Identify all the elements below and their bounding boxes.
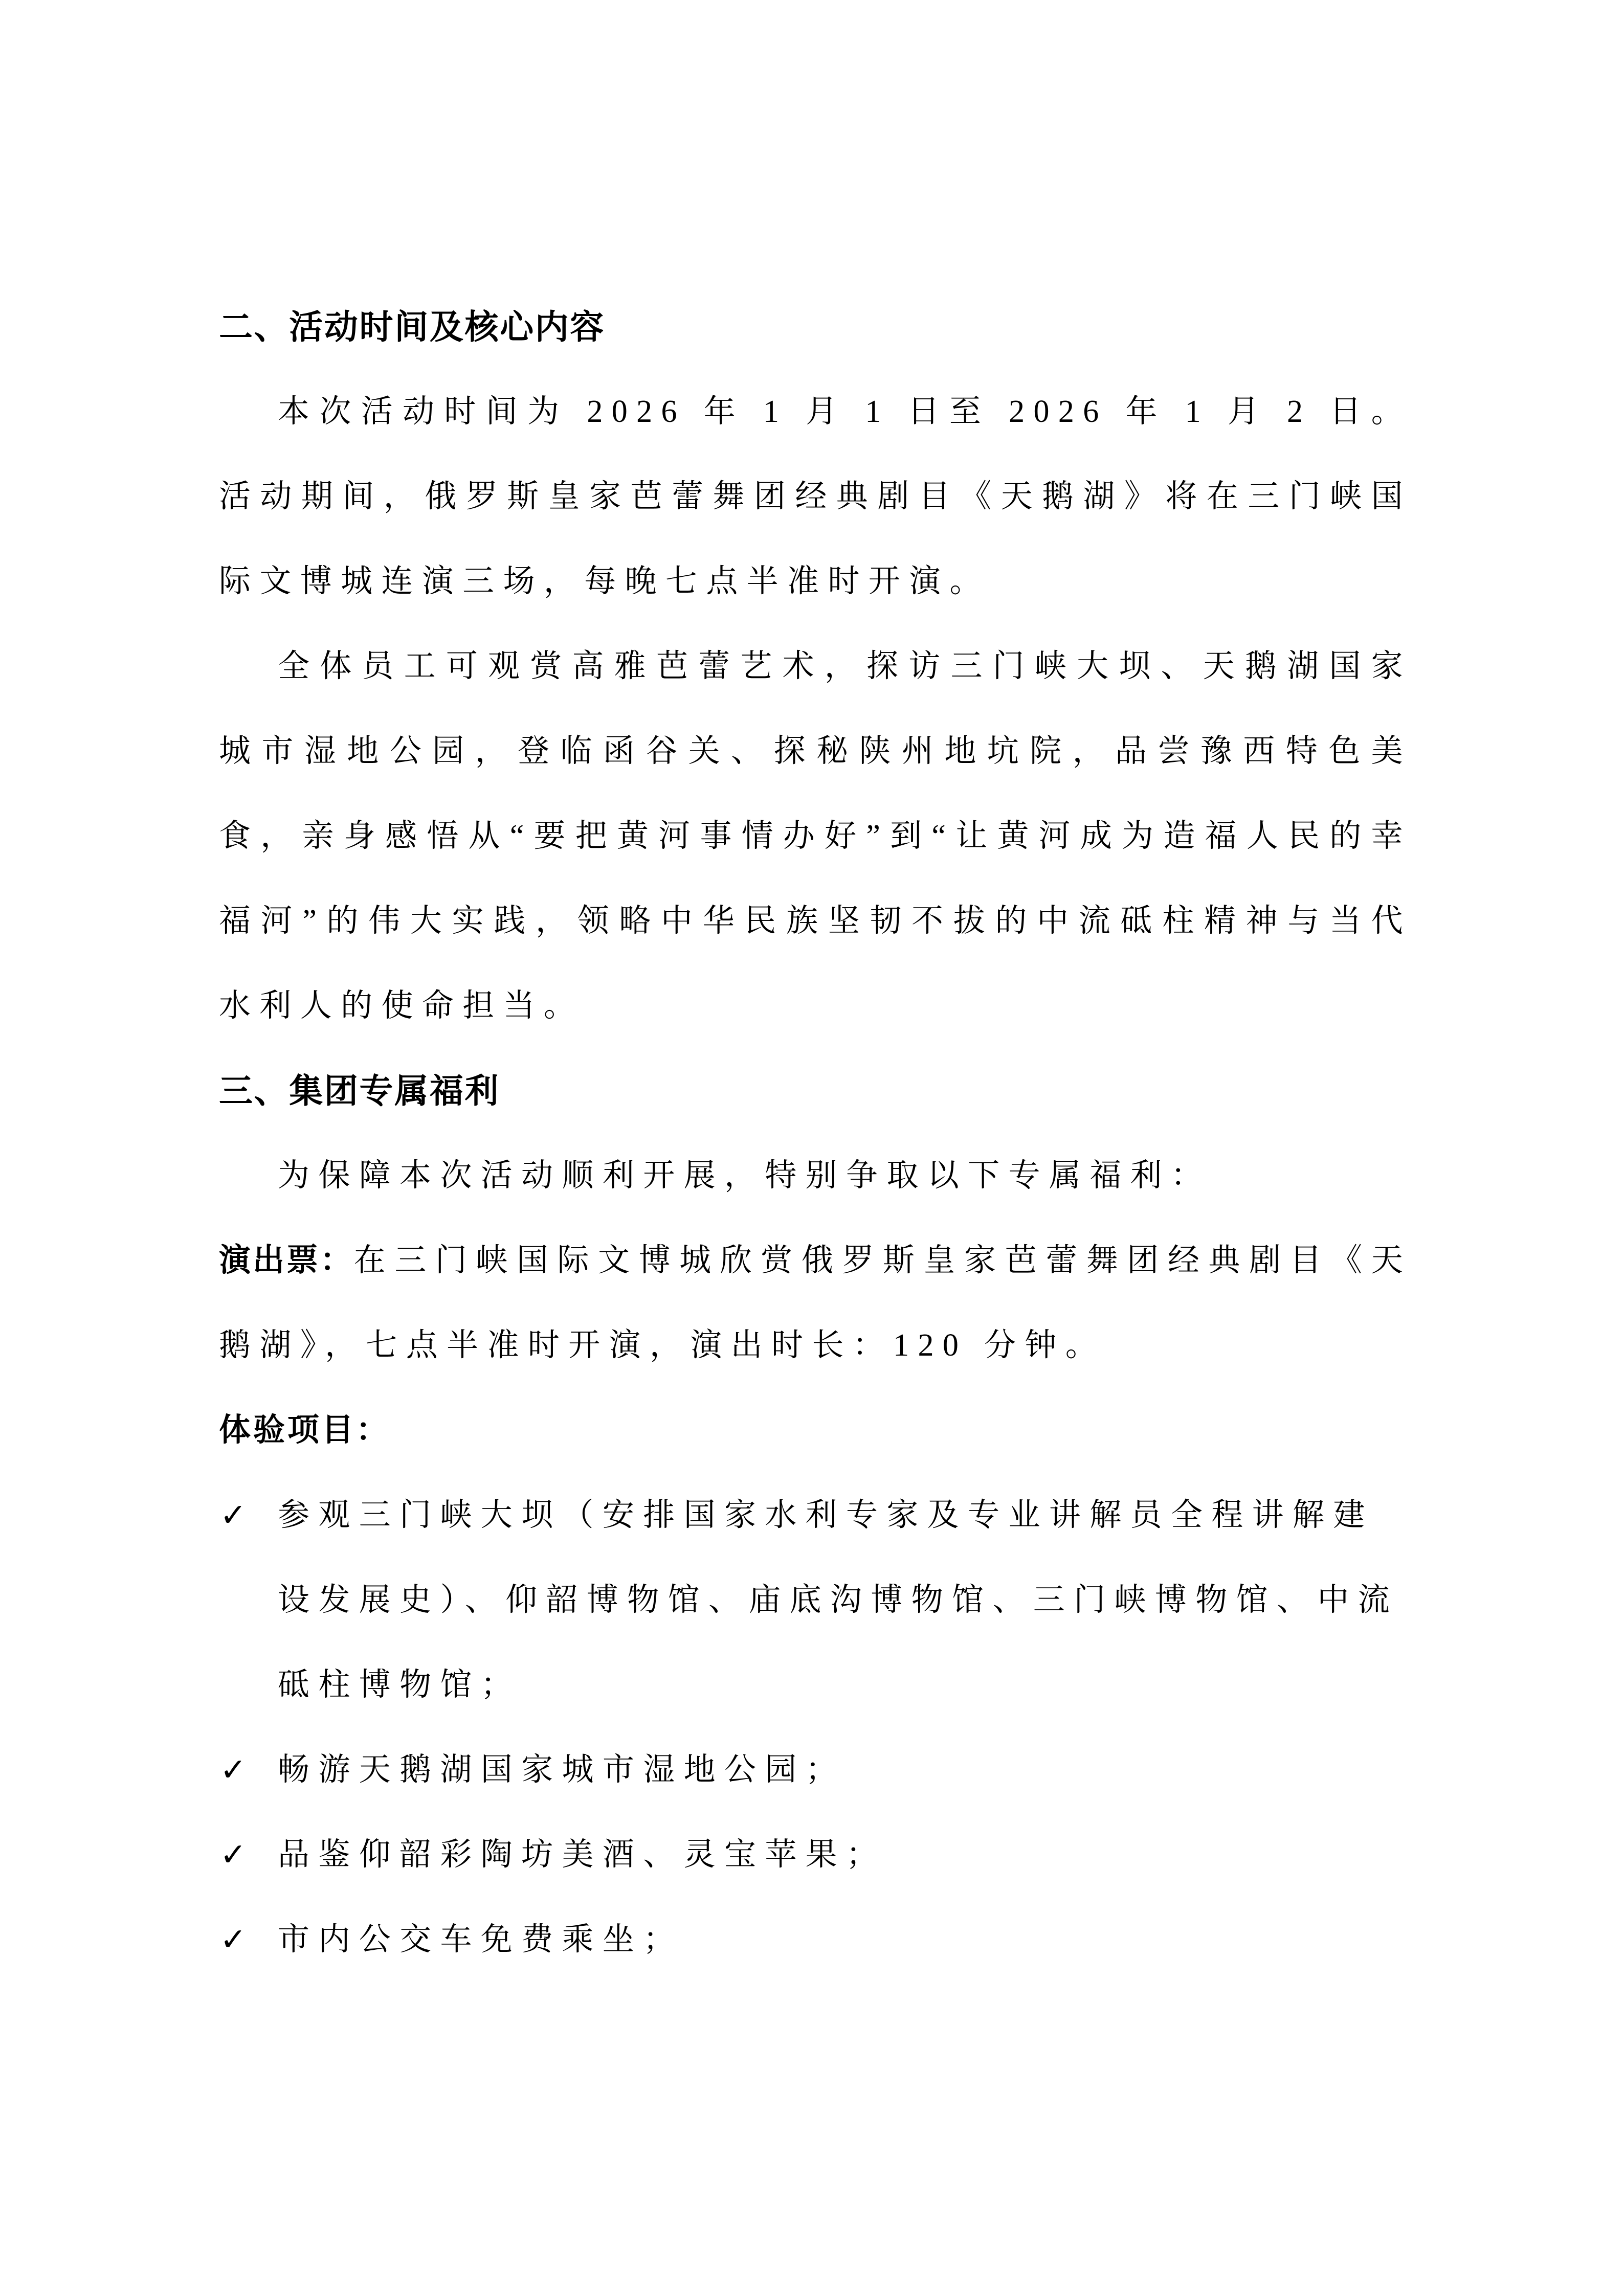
paragraph-welfare-intro: 为保障本次活动顺利开展，特别争取以下专属福利：	[278, 1158, 1212, 1193]
checklist-item-text: 参观三门峡大坝（安排国家水利专家及专业讲解员全程讲解建设发展史）、仰韶博物馆、庙底沟博物馆、三门峡博物馆、中流砥柱博物馆；	[278, 1498, 1399, 1702]
paragraph-show-ticket	[219, 1218, 1412, 1388]
check-icon: ✓	[220, 1496, 247, 1534]
show-ticket-label: 演出票：	[219, 1243, 354, 1278]
check-icon: ✓	[220, 1921, 247, 1958]
experience-items-label: 体验项目：	[219, 1412, 390, 1448]
section-heading-group-welfare: 三、集团专属福利	[219, 1072, 500, 1110]
experience-checklist	[219, 1473, 1412, 1982]
checklist-item-text: 市内公交车免费乘坐；	[278, 1922, 684, 1957]
checklist-item-text: 畅游天鹅湖国家城市湿地公园；	[278, 1752, 847, 1787]
section-heading-activity-time: 二、活动时间及核心内容	[219, 308, 606, 346]
check-icon: ✓	[220, 1751, 247, 1788]
checklist-item-wine-apples	[219, 1812, 1412, 1897]
checklist-item-swan-lake-park	[219, 1727, 1412, 1812]
paragraph-activity-time: 本次活动时间为 2026 年 1 月 1 日至 2026 年 1 月 2 日。活动期间，俄罗斯皇家芭蕾舞团经典剧目《天鹅湖》将在三门峡国际文博城连演三场，每晚七点半准时开演。	[219, 394, 1412, 599]
check-icon: ✓	[220, 1836, 247, 1873]
checklist-item-dam-museums	[219, 1473, 1412, 1727]
checklist-item-free-bus	[219, 1897, 1412, 1982]
paragraph-activity-content: 全体员工可观赏高雅芭蕾艺术，探访三门峡大坝、天鹅湖国家城市湿地公园，登临函谷关、探秘陕州地坑院，品尝豫西特色美食，亲身感悟从“要把黄河事情办好”到“让黄河成为造福人民的幸福河”的伟大实践，领略中华民族坚韧不拔的中流砥柱精神与当代水利人的使命担当。	[219, 649, 1412, 1023]
show-ticket-text: 在三门峡国际文博城欣赏俄罗斯皇家芭蕾舞团经典剧目《天鹅湖》，七点半准时开演，演出时长：120 分钟。	[219, 1243, 1412, 1363]
checklist-item-text: 品鉴仰韶彩陶坊美酒、灵宝苹果；	[278, 1837, 887, 1872]
